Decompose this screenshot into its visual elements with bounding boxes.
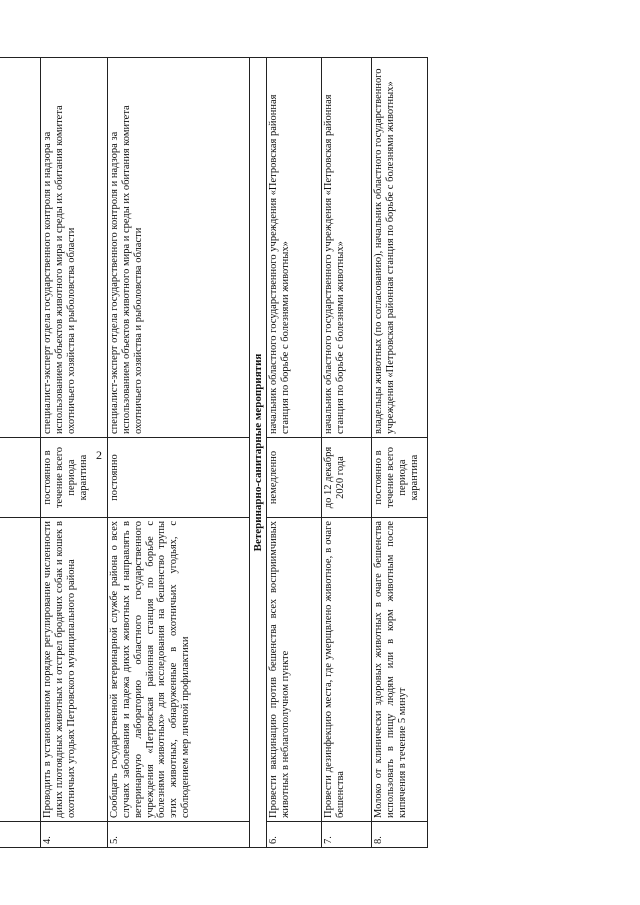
table-row [0, 58, 41, 848]
measures-table [0, 57, 428, 848]
rotated-table-container [0, 58, 440, 848]
row-number: 4. [41, 822, 108, 848]
section-title: Ветеринарно-санитарные мероприятия [250, 58, 267, 848]
row-number: 6. [267, 822, 322, 848]
row-number [0, 822, 41, 848]
row-action: Сообщать государственной ветеринарной службе района о всех случаях заболевания и падежа диких животных и направлять в ветеринарную лабораторию областного государственного учреждения «Петровская районная станция по борьбе с болезнями животных» для исследования на бешенство трупы этих животных, обнаруженные в охотничьих угодьях, с соблюдением мер личной профилактики [108, 518, 250, 822]
table-row [267, 58, 322, 848]
table-row [108, 58, 250, 848]
row-deadline: постоянно в течение всего периода карантина [41, 438, 108, 518]
row-responsible: специалист-эксперт отдела государственного контроля и надзора за использованием объектов животного мира и среды их обитания комитета охотничьего хозяйства и рыболовства области [108, 58, 250, 438]
row-deadline: постоянно в течение всего периода карантина [372, 438, 428, 518]
row-responsible [0, 58, 41, 438]
row-action: Провести вакцинацию против бешенства всех восприимчивых животных в неблагополучном пункте [267, 518, 322, 822]
row-responsible: владельцы животных (по согласованию), начальник областного государственного учреждения «Петровская районная станция по борьбе с болезнями животных» [372, 58, 428, 438]
table-row [372, 58, 428, 848]
table-row [322, 58, 372, 848]
row-action: Проводить в установленном порядке регулирование численности диких плотоядных животных и отстрел бродячих собак и кошек в охотничьих угодьях Петровского муниципального района [41, 518, 108, 822]
row-number: 8. [372, 822, 428, 848]
row-responsible: специалист-эксперт отдела государственного контроля и надзора за использованием объектов животного мира и среды их обитания комитета охотничьего хозяйства и рыболовства области [41, 58, 108, 438]
table-row [41, 58, 108, 848]
row-action: Провести дезинфекцию места, где умерщвлено животное, в очаге бешенства [322, 518, 372, 822]
row-deadline: немедленно [267, 438, 322, 518]
row-number: 5. [108, 822, 250, 848]
row-responsible: начальник областного государственного учреждения «Петровская районная станция по борьбе с болезнями животных» [267, 58, 322, 438]
page-number: 2 [96, 448, 102, 462]
row-action [0, 518, 41, 822]
row-responsible: начальник областного государственного учреждения «Петровская районная станция по борьбе с болезнями животных» [322, 58, 372, 438]
row-deadline: до 12 декабря 2020 года [322, 438, 372, 518]
section-row [250, 58, 267, 848]
row-action: Молоко от клинически здоровых животных в очаге бешенства использовать в пищу людям или в корм животным после кипячения в течение 5 минут [372, 518, 428, 822]
row-number: 7. [322, 822, 372, 848]
row-deadline: постоянно [108, 438, 250, 518]
row-deadline [0, 438, 41, 518]
